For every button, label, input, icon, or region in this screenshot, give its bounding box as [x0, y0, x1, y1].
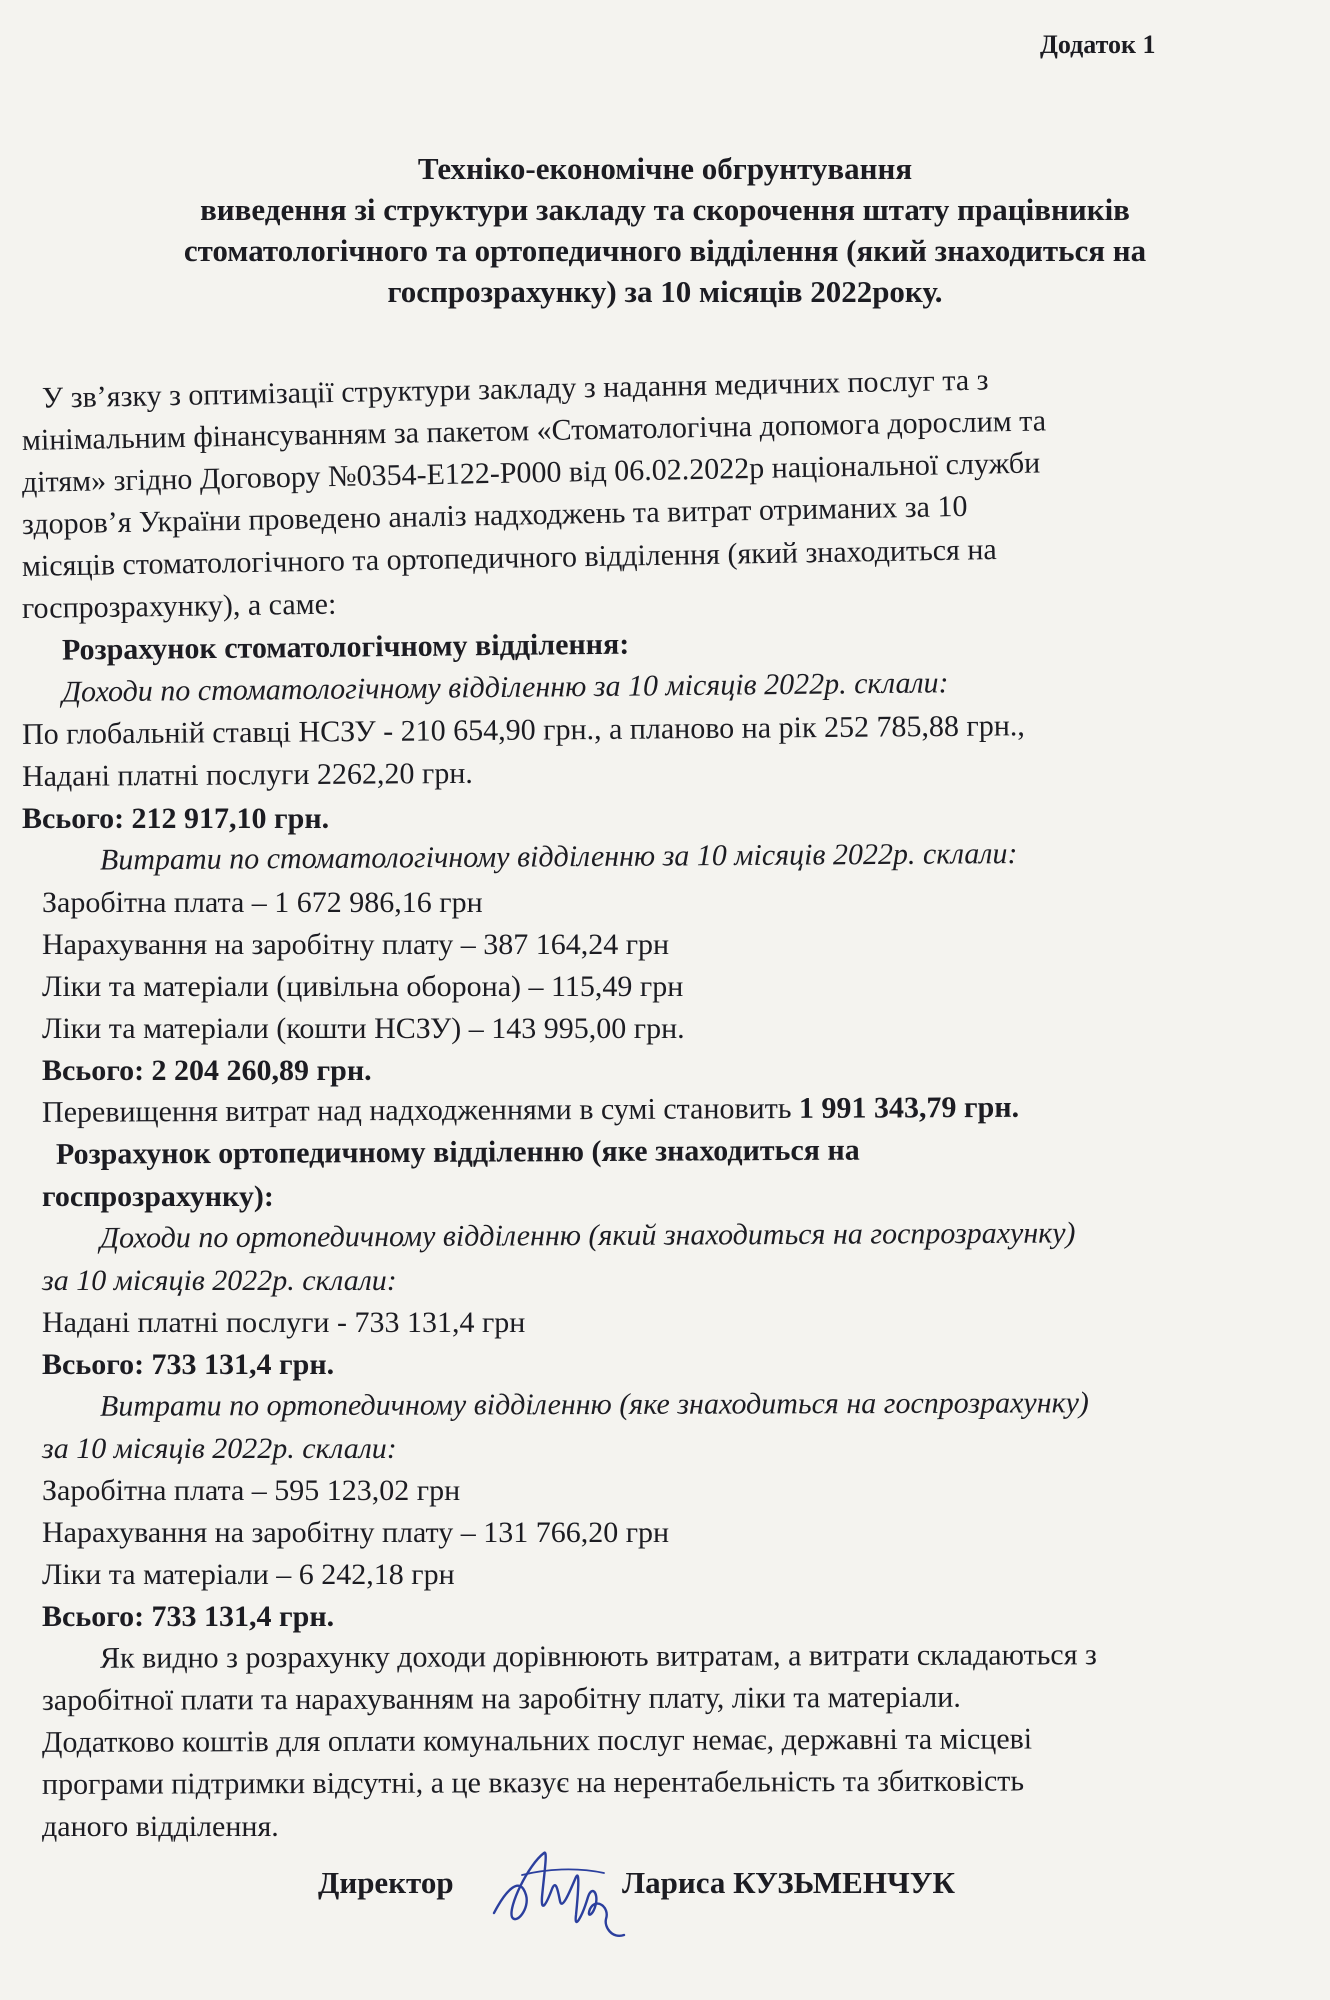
income-item: По глобальній ставці НСЗУ - 210 654,90 грн., а планово на рік 252 785,88 грн., — [21, 709, 1025, 751]
handwritten-signature — [486, 1835, 636, 1945]
text-line: місяців стоматологічного та ортопедичного відділення (який знаходиться на — [21, 532, 997, 583]
director-role: Директор — [318, 1865, 454, 1900]
title-line: стоматологічного та ортопедичного відділення (який знаходиться на — [183, 233, 1147, 268]
dental-section — [21, 627, 1302, 1134]
text-line: Як видно з розрахунку доходи дорівнюють витратам, а витрати складаються з — [99, 1638, 1097, 1675]
document-body — [21, 363, 1302, 1848]
excess-text: Перевищення витрат над надходженнями в сумі становить — [41, 1091, 792, 1129]
intro-paragraph — [21, 363, 1302, 630]
section-heading: госпрозрахунку): — [42, 1180, 274, 1213]
income-total: Всього: 212 917,10 грн. — [22, 802, 330, 835]
section-heading: Розрахунок ортопедичному відділенню (яке знаходиться на — [55, 1133, 860, 1171]
expense-heading: за 10 місяців 2022р. склали: — [42, 1432, 397, 1465]
title-line: госпрозрахунку) за 10 місяців 2022року. — [387, 274, 943, 309]
signature-stroke — [522, 1869, 604, 1875]
expense-total: Всього: 733 131,4 грн. — [42, 1600, 335, 1633]
conclusion-paragraph — [22, 1638, 1302, 1848]
director-name: Лариса КУЗЬМЕНЧУК — [622, 1865, 955, 1900]
expense-item: Заробітна плата – 1 672 986,16 грн — [42, 886, 483, 919]
appendix-label: Додаток 1 — [1040, 30, 1156, 59]
title-line: виведення зі структури закладу та скорочення штату працівників — [200, 192, 1130, 227]
expense-item: Нарахування на заробітну плату – 387 164,24 грн — [42, 928, 670, 961]
income-heading: за 10 місяців 2022р. склали: — [42, 1264, 397, 1297]
text-line: даного відділення. — [42, 1810, 279, 1843]
text-line: заробітної плати та нарахуванням на заробітну плату, ліки та матеріали. — [41, 1680, 961, 1717]
income-heading: Доходи по стоматологічному відділенню за 10 місяців 2022р. склали: — [61, 666, 949, 709]
income-item: Надані платні послуги - 733 131,4 грн — [42, 1306, 526, 1339]
expense-total: Всього: 2 204 260,89 грн. — [42, 1054, 372, 1087]
title-line: Техніко-економічне обгрунтування — [417, 151, 913, 186]
income-heading: Доходи по ортопедичному відділенню (який знаходиться на госпрозрахунку) — [99, 1216, 1076, 1255]
text-line: мінімальним фінансуванням за пакетом «Стоматологічна допомога дорослим та — [21, 404, 1047, 457]
text-line: Додатково коштів для оплати комунальних послуг немає, державні та місцеві — [41, 1722, 1033, 1759]
income-total: Всього: 733 131,4 грн. — [42, 1348, 335, 1381]
signature-stroke — [494, 1853, 624, 1936]
text-line: програми підтримки відсутні, а це вказує на нерентабельність та збитковість — [41, 1764, 1025, 1801]
expense-item: Заробітна плата – 595 123,02 грн — [42, 1474, 461, 1507]
excess-line — [22, 1085, 1302, 1134]
signature-block — [318, 1835, 1118, 1945]
text-line: госпрозрахунку), а саме: — [21, 587, 337, 625]
text-line: У зв’язку з оптимізації структури закладу з надання медичних послуг та з — [41, 363, 989, 415]
income-item: Надані платні послуги 2262,20 грн. — [21, 756, 473, 793]
ortho-section — [22, 1134, 1302, 1638]
excess-amount: 1 991 343,79 грн. — [798, 1090, 1020, 1125]
expense-heading: Витрати по стоматологічному відділенню за 10 місяців 2022р. склали: — [99, 837, 1018, 877]
expense-item: Нарахування на заробітну плату – 131 766,20 грн — [42, 1516, 670, 1549]
document-title — [40, 148, 1290, 312]
expense-item: Ліки та матеріали – 6 242,18 грн — [42, 1558, 455, 1591]
section-heading: Розрахунок стоматологічному відділення: — [61, 627, 630, 667]
expense-item: Ліки та матеріали (цивільна оборона) – 115,49 грн — [42, 970, 684, 1003]
expense-item: Ліки та матеріали (кошти НСЗУ) – 143 995,00 грн. — [42, 1012, 685, 1045]
expense-heading: Витрати по ортопедичному відділенню (яке знаходиться на госпрозрахунку) — [99, 1386, 1089, 1423]
text-line: здоров’я України проведено аналіз надходжень та витрат отриманих за 10 — [21, 489, 968, 541]
text-line: дітям» згідно Договору №0354-Е122-Р000 від 06.02.2022р національної служби — [21, 446, 1041, 499]
